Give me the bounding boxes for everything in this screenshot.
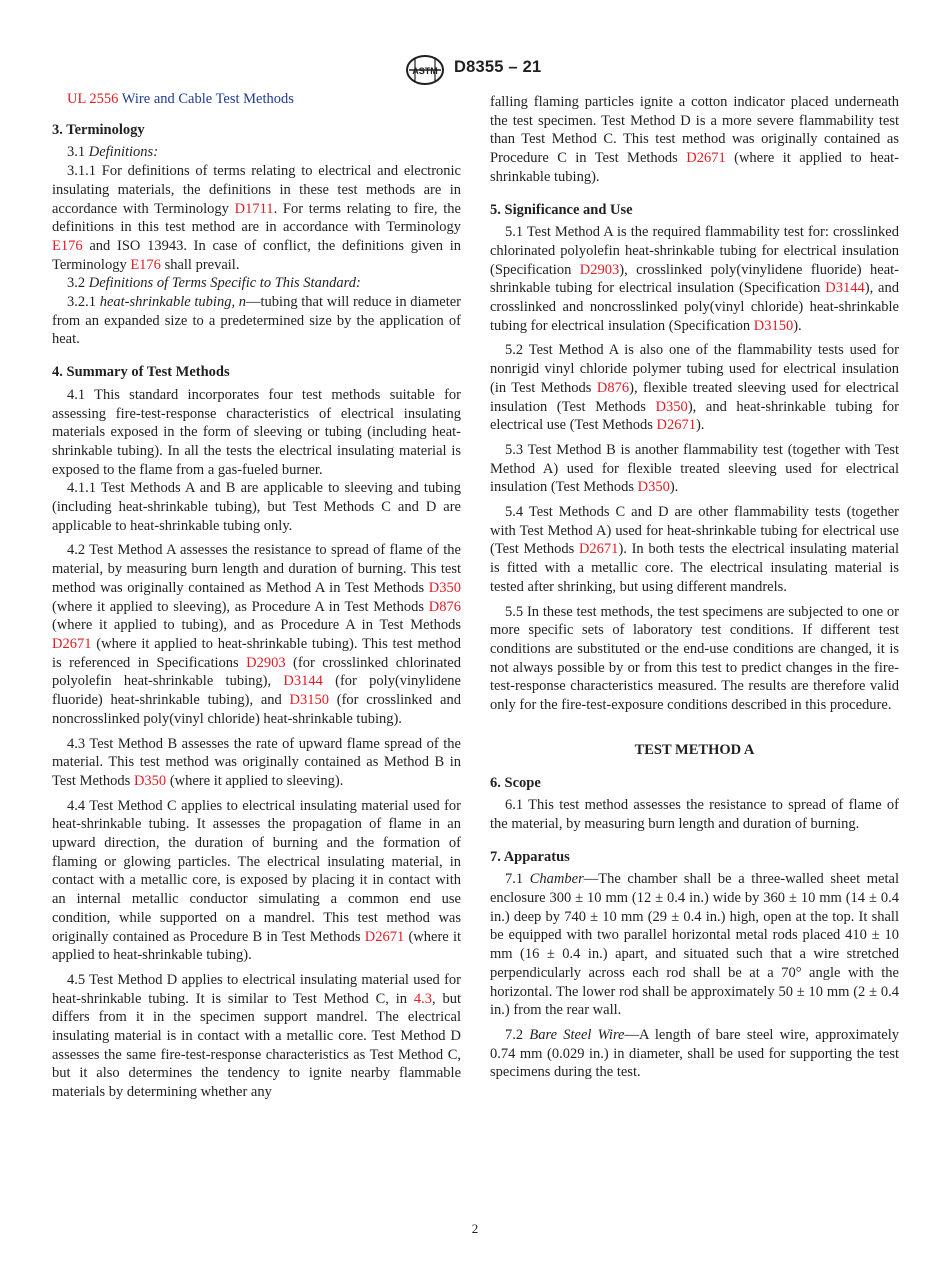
right-column: [490, 93, 899, 1082]
section-3-heading: 3. Terminology: [52, 121, 145, 138]
d876-link[interactable]: D876: [596, 379, 630, 396]
para-5-4: 5.4 Test Methods C and D are other flammability tests (together with Test Method A) used for heat-shrinkable tubing for electrical use (Test Methods D2671). In both tests the electrical insulating material is fitted with a metallic core. The electrical insulating material is tested after shrinking, but using different mandrels.: [490, 504, 900, 595]
e176-link[interactable]: E176: [130, 256, 161, 273]
para-5-2: 5.2 Test Method A is also one of the flammability tests used for nonrigid vinyl chloride polymer tubing used for electrical insulation (in Test Methods D876), flexible treated sleeving used for electrical insulation (Test Methods D350), and heat-shrinkable tubing for electrical use (Test Methods D2671).: [490, 342, 900, 434]
para-3-2-1: 3.2.1 heat-shrinkable tubing, n—tubing that will reduce in diameter from an expanded size to a predetermined size by the application of heat.: [52, 294, 461, 348]
page-number: 2: [471, 1221, 479, 1236]
para-4-4: 4.4 Test Method C applies to electrical insulating material used for heat-shrinkable tubing. It assesses the propagation of flame in an upward direction, the duration of burning and the formation of flaming or glowing particles. The electrical insulating material, in contact with a metallic core, is exposed by placing it in contact with an internal metallic conductor simulating a common end use condition, while supported on a mandrel. This test method was originally contained as Procedure B in Test Methods D2671 (where it applied to heat-shrinkable tubing).: [52, 797, 461, 964]
para-5-5: 5.5 In these test methods, the test specimens are subjected to one or more specific sets of laboratory test conditions. If different test conditions are substituted or the end-use conditions are changed, it is not always possible by or from this test to predict changes in the fire-test-response characteristics measured. The results are therefore valid only for the fire-test-exposure conditions described in this procedure.: [490, 603, 899, 714]
d2671-link[interactable]: D2671: [578, 541, 619, 558]
ul-2556-link[interactable]: UL 2556: [67, 91, 119, 107]
para-5-3: 5.3 Test Method B is another flammability test (together with Test Method A) used for flexible treated sleeving used for electrical insulation (Test Methods D350).: [490, 441, 899, 496]
d3150-link[interactable]: D3150: [753, 317, 794, 334]
section-4-heading: 4. Summary of Test Methods: [52, 364, 230, 381]
d2671-link[interactable]: D2671: [52, 635, 92, 652]
page-header: [0, 54, 950, 88]
test-method-a-heading: TEST METHOD A: [634, 741, 755, 758]
ul-reference: [52, 90, 461, 109]
para-4-5: 4.5 Test Method D applies to electrical insulating material used for heat-shrinkable tubing. It is similar to Test Method C, in 4.3, but differs from it in the specimen support mandrel. The electrical insulating material is in contact with a metallic core. Test Method D assesses the same fire-test-response characteristics as Test Method C, but it also determines the tendency to ignite nearby flammable materials by determining whether any: [52, 971, 462, 1101]
d2671-link[interactable]: D2671: [364, 928, 405, 945]
para-4-1-1: 4.1.1 Test Methods A and B are applicable to sleeving and tubing (including heat-shrinkable tubing), but Test Methods C and D are applicable to heat-shrinkable tubing only.: [52, 480, 461, 534]
para-7-2: 7.2 Bare Steel Wire—A length of bare steel wire, approximately 0.74 mm (0.029 in.) in diameter, shall be used for supporting the test specimens during the test.: [490, 1026, 900, 1081]
e176-link[interactable]: E176: [52, 237, 83, 254]
section-6-heading: 6. Scope: [490, 774, 541, 791]
para-5-1: 5.1 Test Method A is the required flammability test for: crosslinked chlorinated polyolefin heat-shrinkable tubing for electrical insulation (Specification D2903), crosslinked poly(vinylidene fluoride) heat-shrinkable tubing for electrical insulation (Specification D3144), and crosslinked and noncrosslinked poly(vinyl chloride) heat-shrinkable tubing for electrical insulation (Specification D3150).: [490, 224, 899, 334]
d350-link[interactable]: D350: [428, 579, 461, 596]
left-column: [52, 90, 461, 1102]
d2903-link[interactable]: D2903: [246, 654, 286, 671]
section-4-3-link[interactable]: 4.3: [413, 990, 433, 1007]
section-7-heading: 7. Apparatus: [490, 848, 570, 865]
para-3-1-1: 3.1.1 For definitions of terms relating to electrical and electronic insulating materials, the definitions in these test methods are in accordance with Terminology D1711. For terms relating to fire, the definitions in this test method are in accordance with Terminology E176 and ISO 13943. In case of conflict, the definitions given in Terminology E176 shall prevail.: [52, 163, 461, 273]
standard-designation: D8355 – 21: [454, 58, 542, 76]
d3144-link[interactable]: D3144: [283, 673, 323, 690]
ul-2556-title[interactable]: Wire and Cable Test Methods: [121, 91, 294, 107]
section-5-heading: 5. Significance and Use: [490, 201, 633, 218]
para-4-1: 4.1 This standard incorporates four test methods suitable for assessing fire-test-response characteristics of electrical insulating materials exposed in the form of sleeving or tubing (including heat-shrinkable tubing). In all the tests the electrical insulating material is exposed to the flame from a gas-fueled burner.: [52, 386, 461, 478]
para-4-2: 4.2 Test Method A assesses the resistance to spread of flame of the material, by measuring burn length and duration of burning. This test method was originally contained as Method A in Test Methods D350 (where it applied to sleeving), as Procedure A in Test Methods D876 (where it applied to tubing), and as Procedure A in Test Methods D2671 (where it applied to heat-shrinkable tubing). This test method is referenced in Specifications D2903 (for crosslinked chlorinated polyolefin heat-shrinkable tubing), D3144 (for poly(vinylidene fluoride) heat-shrinkable tubing), and D3150 (for crosslinked and noncrosslinked poly(vinyl chloride) heat-shrinkable tubing).: [52, 542, 461, 727]
d350-link[interactable]: D350: [655, 398, 688, 415]
para-7-1: 7.1 Chamber—The chamber shall be a three-walled sheet metal enclosure 300 ± 10 mm (12 ± 0.4 in.) wide by 360 ± 10 mm (14 ± 0.4 in.) deep by 740 ± 10 mm (29 ± 0.4 in.) high, open at the top. It shall be equipped with two parallel horizontal metal rods placed 410 ± 10 mm (16 ± 0.4 in.) apart, and situated such that a wire stretched perpendicularly across each rod shall be at a 70° angle with the horizontal. The lower rod shall be approximately 50 ± 10 mm (2 ± 0.4 in.) from the rear wall.: [490, 871, 899, 1019]
d2903-link[interactable]: D2903: [579, 261, 620, 278]
d2671-link[interactable]: D2671: [686, 150, 726, 167]
d350-link[interactable]: D350: [133, 772, 167, 789]
astm-logo-icon: [405, 54, 445, 86]
svg-text:ASTM: ASTM: [412, 66, 438, 76]
d2671-link[interactable]: D2671: [656, 417, 696, 434]
d350-link[interactable]: D350: [637, 479, 670, 496]
d3150-link[interactable]: D3150: [289, 692, 330, 709]
para-4-5-continued: falling flaming particles ignite a cotton indicator placed underneath the test specimen. Test Method D is a more severe flammability test than Test Method C. This test method was originally contained as Procedure C in Test Methods D2671 (where it applied to heat-shrinkable tubing).: [490, 94, 899, 185]
para-6-1: 6.1 This test method assesses the resistance to spread of flame of the material, by measuring burn length and duration of burning.: [490, 797, 899, 832]
d876-link[interactable]: D876: [428, 598, 461, 615]
d1711-link[interactable]: D1711: [234, 200, 274, 217]
para-4-3: 4.3 Test Method B assesses the rate of upward flame spread of the material. This test method was originally contained as Method B in Test Methods D350 (where it applied to sleeving).: [52, 735, 461, 789]
para-3-1: 3.1 Definitions:: [67, 144, 159, 161]
para-3-2: 3.2 Definitions of Terms Specific to This Standard:: [67, 275, 361, 292]
d3144-link[interactable]: D3144: [825, 280, 865, 297]
